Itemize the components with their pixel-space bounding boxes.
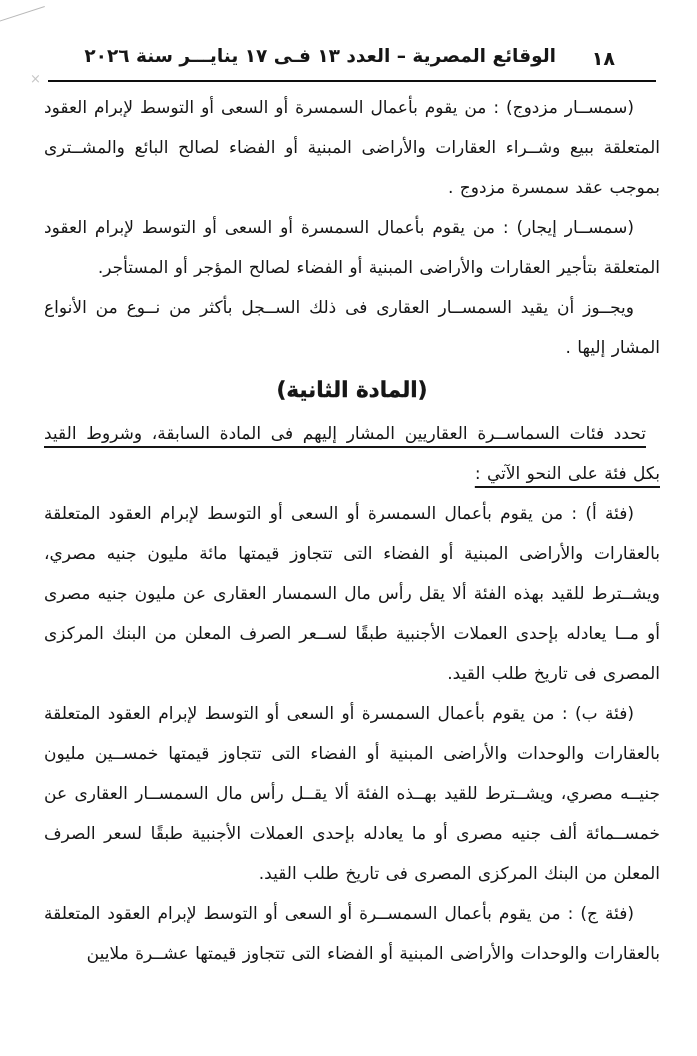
- header-rule: [48, 80, 656, 82]
- category-b-paragraph: (فئة ب) : من يقوم بأعمال السمسرة أو السعى أو التوسط لإبرام العقود المتعلقة بالعقارات والوحدات والأراضى المبنية أو الفضاء التى تتجاوز قيمتها خمســين مليون جنيــه مصري، ويشــترط للقيد بهــذه الفئة ألا يقــل رأس مال السمســار العقارى عن خمســمائة ألف جنيه مصرى أو ما يعادله بإحدى العملات الأجنبية طبقًا لسعر الصرف المعلن من البنك المركزى المصرى فى تاريخ طلب القيد.: [44, 704, 660, 884]
- category-c-paragraph: (فئة ج) : من يقوم بأعمال السمســرة أو السعى أو التوسط لإبرام العقود المتعلقة بالعقارات والوحدات والأراضى المبنية أو الفضاء التى تتجاوز قيمتها عشــرة ملايين: [44, 904, 660, 964]
- category-a-paragraph: (فئة أ) : من يقوم بأعمال السمسرة أو السعى أو التوسط لإبرام العقود المتعلقة بالعقارات والأراضى المبنية أو الفضاء التى تتجاوز قيمتها مائة مليون جنيه مصري، ويشــترط للقيد بهذه الفئة ألا يقل رأس مال السمسار العقارى عن مليون جنيه مصرى أو مــا يعادله بإحدى العملات الأجنبية طبقًا لســعر الصرف المعلن من البنك المركزى المصرى فى تاريخ طلب القيد.: [44, 504, 660, 684]
- document-body: [44, 88, 660, 974]
- scan-artifact-line: [0, 6, 45, 23]
- scan-artifact-mark: ×: [30, 72, 41, 87]
- paragraph-registration-note: ويجــوز أن يقيد السمســار العقارى فى ذلك الســجل بأكثر من نــوع من الأنواع المشار إليها .: [44, 298, 660, 358]
- article-2-heading: (المادة الثانية): [276, 378, 428, 403]
- paragraph-broker-rental: (سمســار إيجار) : من يقوم بأعمال السمسرة أو السعى أو التوسط لإبرام العقود المتعلقة بتأجير العقارات والأراضى المبنية أو الفضاء لصالح المؤجر أو المستأجر.: [44, 218, 660, 278]
- article-2-intro: تحدد فئات السماســرة العقاريين المشار إليهم فى المادة السابقة، وشروط القيد بكل فئة على النحو الآتي :: [44, 424, 660, 484]
- page-header: [48, 36, 656, 80]
- paragraph-broker-dual: (سمســار مزدوج) : من يقوم بأعمال السمسرة أو السعى أو التوسط لإبرام العقود المتعلقة ببيع وشــراء العقارات والأراضى المبنية أو الفضاء لصالح البائع والمشــترى بموجب عقد سمسرة مزدوج .: [44, 98, 660, 198]
- gazette-title: الوقائع المصرية – العدد ١٣ فـى ١٧ ينايـــر سنة ٢٠٢٦: [84, 46, 556, 67]
- page-number: ١٨: [591, 48, 615, 70]
